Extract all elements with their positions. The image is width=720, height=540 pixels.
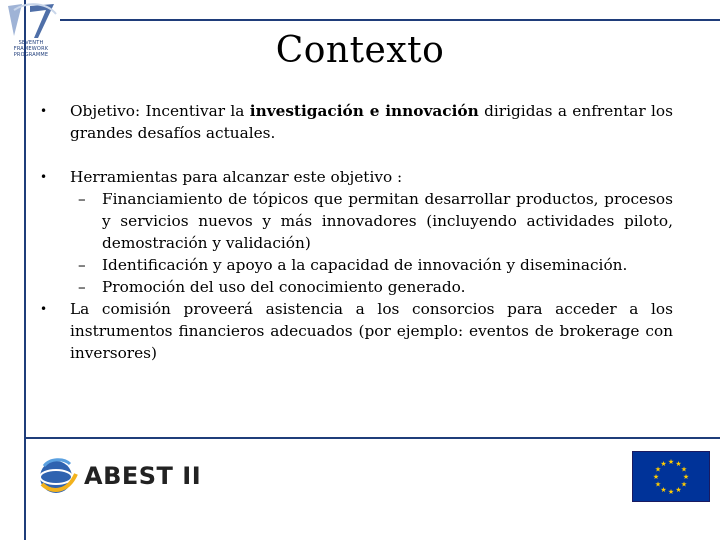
sub-item-identificacion [40, 254, 673, 276]
eu-stars [633, 452, 709, 501]
eu-star-icon: ★ [660, 460, 667, 469]
abest-logo-text: ABEST II [84, 462, 202, 490]
eu-star-icon: ★ [660, 485, 667, 494]
eu-star-icon: ★ [652, 473, 660, 481]
bullet-dot: • [40, 170, 48, 184]
eu-star-icon: ★ [675, 485, 682, 494]
bullet-objetivo-bold: investigación e innovación [249, 102, 479, 120]
sub-item-promocion [40, 276, 673, 298]
sub-dash: – [78, 278, 86, 296]
eu-star-icon: ★ [667, 458, 675, 466]
bullet-dot: • [40, 104, 48, 118]
eu-star-icon: ★ [675, 460, 682, 469]
eu-star-icon: ★ [654, 465, 662, 474]
sub-dash: – [78, 190, 86, 208]
bullet-objetivo [40, 100, 673, 144]
slide-title: Contexto [275, 30, 445, 71]
sub-item-text: Financiamiento de tópicos que permitan desarrollar productos, procesos y servicios nuevos y más innovadores (incluyendo actividades piloto, demostración y validación) [102, 190, 673, 252]
bullet-herramientas-text: Herramientas para alcanzar este objetivo : [70, 168, 403, 186]
top-border-rule [60, 19, 720, 21]
eu-star-icon: ★ [654, 480, 662, 489]
fp7-logo-text: SEVENTH FRAMEWORK PROGRAMME [13, 40, 49, 58]
bullet-comision-text: La comisión proveerá asistencia a los consorcios para acceder a los instrumentos financieros adecuados (por ejemplo: eventos de brokerage con inversores) [70, 300, 673, 362]
footer-border-rule [24, 437, 720, 439]
left-border-rule [24, 0, 26, 540]
eu-star-icon: ★ [682, 473, 690, 481]
sub-dash: – [78, 256, 86, 274]
bullet-objetivo-pre: Objetivo: Incentivar la [70, 102, 250, 120]
sub-item-text: Promoción del uso del conocimiento generado. [102, 278, 466, 296]
bullet-herramientas [40, 166, 673, 188]
bullet-dot: • [40, 302, 48, 316]
sub-item-financiamiento [40, 188, 673, 254]
eu-flag [632, 451, 710, 502]
slide-body [40, 100, 673, 364]
eu-star-icon: ★ [680, 465, 688, 474]
eu-star-icon: ★ [667, 488, 675, 496]
bullet-comision [40, 298, 673, 364]
bullet-objetivo-post: dirigidas a enfrentar los grandes desafíos actuales. [70, 102, 673, 142]
sub-item-text: Identificación y apoyo a la capacidad de innovación y diseminación. [102, 256, 628, 274]
eu-star-icon: ★ [680, 480, 688, 489]
